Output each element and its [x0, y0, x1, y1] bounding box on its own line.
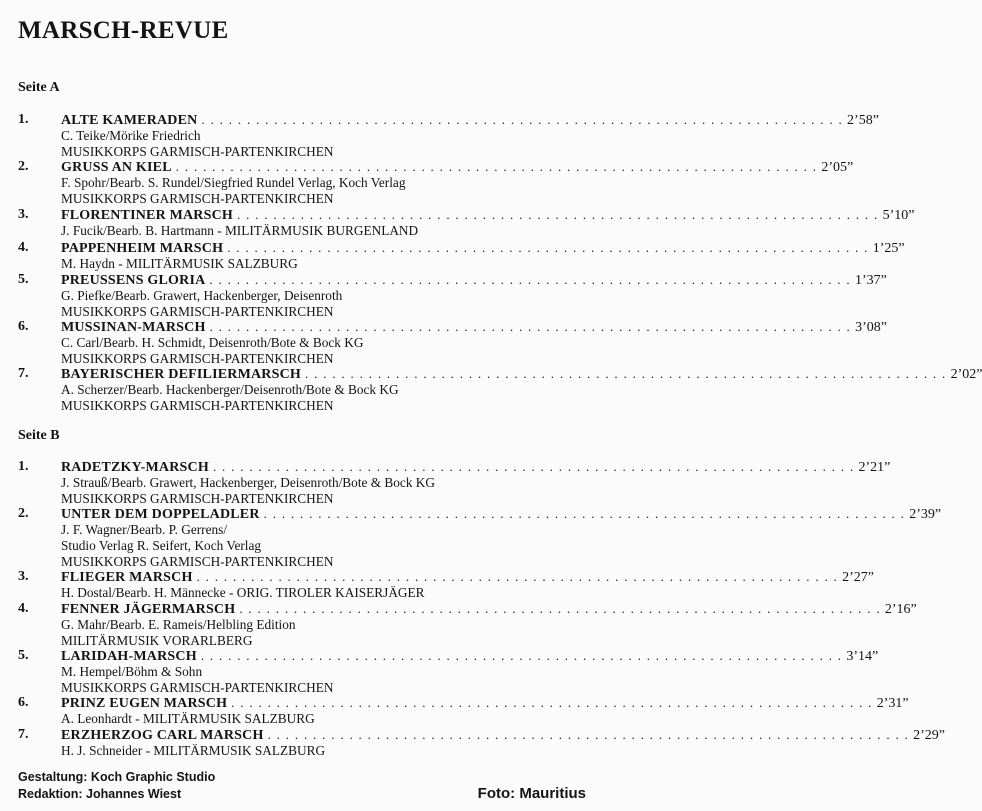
track-header — [61, 695, 909, 712]
track-credit-line: MUSIKKORPS GARMISCH-PARTENKIRCHEN — [61, 491, 334, 506]
page-title: MARSCH-REVUE — [18, 17, 229, 44]
track-title: FLORENTINER MARSCH — [61, 208, 234, 223]
track-duration: 2’05” — [821, 160, 854, 175]
dot-leader: . . . . . . . . . . . . . . . . . . . . . . . . . . . . . . . . . . . . . . . . . . . . . . . . . . . . . . . . . . . . . . . . . . . . . . . — [231, 695, 873, 710]
track-duration: 1’25” — [872, 241, 905, 256]
track-credit-line: MUSIKKORPS GARMISCH-PARTENKIRCHEN — [61, 191, 334, 206]
side-b-heading: Seite B — [18, 428, 60, 443]
track-duration: 5’10” — [882, 208, 915, 223]
photo-credit: Foto: Mauritius — [477, 785, 586, 802]
track-credit-line: M. Haydn - MILITÄRMUSIK SALZBURG — [61, 256, 298, 271]
track-credit-line: G. Mahr/Bearb. E. Rameis/Helbling Edition — [61, 617, 296, 632]
track-duration: 3’14” — [846, 649, 879, 664]
dot-leader: . . . . . . . . . . . . . . . . . . . . . . . . . . . . . . . . . . . . . . . . . . . . . . . . . . . . . . . . . . . . . . . . . . . . . . . — [267, 727, 910, 742]
track-title: UNTER DEM DOPPELADLER — [61, 507, 260, 522]
track-credit-line: J. Strauß/Bearb. Grawert, Hackenberger, Deisenroth/Bote & Bock KG — [61, 475, 436, 490]
track-title: ALTE KAMERADEN — [61, 113, 198, 128]
track-credit-line: MUSIKKORPS GARMISCH-PARTENKIRCHEN — [61, 351, 334, 366]
dot-leader: . . . . . . . . . . . . . . . . . . . . . . . . . . . . . . . . . . . . . . . . . . . . . . . . . . . . . . . . . . . . . . . . . . . . . . . — [201, 112, 844, 127]
track-header — [61, 272, 887, 289]
track-title: GRUSS AN KIEL — [61, 160, 172, 175]
track-credit-line: J. Fucik/Bearb. B. Hartmann - MILITÄRMUSIK BURGENLAND — [61, 223, 419, 238]
editor-credit: Redaktion: Johannes Wiest — [18, 787, 182, 801]
track-credit-line: H. Dostal/Bearb. H. Männecke - ORIG. TIROLER KAISERJÄGER — [61, 585, 425, 600]
track-title: ERZHERZOG CARL MARSCH — [61, 728, 264, 743]
track-number: 5. — [18, 272, 29, 287]
track-header — [61, 112, 879, 129]
track-header — [61, 569, 874, 586]
track-duration: 2’29” — [913, 728, 946, 743]
track-credit-line: J. F. Wagner/Bearb. P. Gerrens/ — [61, 522, 228, 537]
track-duration: 2’39” — [909, 507, 942, 522]
track-credit-line: F. Spohr/Bearb. S. Rundel/Siegfried Rundel Verlag, Koch Verlag — [61, 175, 406, 190]
track-number: 2. — [18, 159, 29, 174]
dot-leader: . . . . . . . . . . . . . . . . . . . . . . . . . . . . . . . . . . . . . . . . . . . . . . . . . . . . . . . . . . . . . . . . . . . . . . . — [209, 319, 852, 334]
track-number: 1. — [18, 459, 29, 474]
track-title: PREUSSENS GLORIA — [61, 273, 206, 288]
design-credit: Gestaltung: Koch Graphic Studio — [18, 770, 216, 784]
dot-leader: . . . . . . . . . . . . . . . . . . . . . . . . . . . . . . . . . . . . . . . . . . . . . . . . . . . . . . . . . . . . . . . . . . . . . . . — [239, 601, 881, 616]
track-credit-line: MUSIKKORPS GARMISCH-PARTENKIRCHEN — [61, 680, 334, 695]
track-header — [61, 207, 915, 224]
track-title: PRINZ EUGEN MARSCH — [61, 696, 228, 711]
track-credit-line: MUSIKKORPS GARMISCH-PARTENKIRCHEN — [61, 304, 334, 319]
track-duration: 3’08” — [855, 320, 888, 335]
track-credit-line: C. Carl/Bearb. H. Schmidt, Deisenroth/Bote & Bock KG — [61, 335, 364, 350]
dot-leader: . . . . . . . . . . . . . . . . . . . . . . . . . . . . . . . . . . . . . . . . . . . . . . . . . . . . . . . . . . . . . . . . . . . . . . . — [237, 207, 879, 222]
track-duration: 2’31” — [876, 696, 909, 711]
track-credit-line: Studio Verlag R. Seifert, Koch Verlag — [61, 538, 262, 553]
track-header — [61, 159, 854, 176]
dot-leader: . . . . . . . . . . . . . . . . . . . . . . . . . . . . . . . . . . . . . . . . . . . . . . . . . . . . . . . . . . . . . . . . . . . . . . . — [196, 569, 839, 584]
track-header — [61, 648, 879, 665]
track-header — [61, 240, 905, 257]
track-number: 1. — [18, 112, 29, 127]
track-duration: 2’58” — [847, 113, 879, 128]
track-duration: 1’37” — [854, 273, 887, 288]
track-number: 4. — [18, 240, 29, 255]
track-credit-line: A. Scherzer/Bearb. Hackenberger/Deisenroth/Bote & Bock KG — [61, 382, 399, 397]
track-duration: 2’21” — [858, 460, 891, 475]
track-duration: 2’27” — [842, 570, 874, 585]
side-a-heading: Seite A — [18, 80, 60, 95]
track-title: MUSSINAN-MARSCH — [61, 320, 206, 335]
track-header — [61, 366, 982, 383]
track-credit-line: MUSIKKORPS GARMISCH-PARTENKIRCHEN — [61, 554, 334, 569]
track-header — [61, 319, 888, 336]
dot-leader: . . . . . . . . . . . . . . . . . . . . . . . . . . . . . . . . . . . . . . . . . . . . . . . . . . . . . . . . . . . . . . . . . . . . . . . — [209, 272, 851, 287]
track-duration: 2’16” — [884, 602, 917, 617]
track-number: 7. — [18, 366, 29, 381]
track-credit-line: MUSIKKORPS GARMISCH-PARTENKIRCHEN — [61, 144, 334, 159]
track-credit-line: A. Leonhardt - MILITÄRMUSIK SALZBURG — [61, 711, 315, 726]
dot-leader: . . . . . . . . . . . . . . . . . . . . . . . . . . . . . . . . . . . . . . . . . . . . . . . . . . . . . . . . . . . . . . . . . . . . . . . — [175, 159, 818, 174]
track-header — [61, 459, 891, 476]
track-header — [61, 506, 942, 523]
track-number: 5. — [18, 648, 29, 663]
track-duration: 2’02” — [950, 367, 982, 382]
track-credit-line: MILITÄRMUSIK VORARLBERG — [61, 633, 253, 648]
track-number: 3. — [18, 569, 29, 584]
track-title: RADETZKY-MARSCH — [61, 460, 209, 475]
track-credit-line: H. J. Schneider - MILITÄRMUSIK SALZBURG — [61, 743, 326, 758]
track-credit-line: MUSIKKORPS GARMISCH-PARTENKIRCHEN — [61, 398, 334, 413]
track-title: FENNER JÄGERMARSCH — [61, 602, 236, 617]
track-title: FLIEGER MARSCH — [61, 570, 193, 585]
track-number: 6. — [18, 695, 29, 710]
track-title: LARIDAH-MARSCH — [61, 649, 197, 664]
track-credit-line: M. Hempel/Böhm & Sohn — [61, 664, 203, 679]
track-number: 2. — [18, 506, 29, 521]
track-number: 3. — [18, 207, 29, 222]
track-number: 4. — [18, 601, 29, 616]
dot-leader: . . . . . . . . . . . . . . . . . . . . . . . . . . . . . . . . . . . . . . . . . . . . . . . . . . . . . . . . . . . . . . . . . . . . . . . — [227, 240, 869, 255]
track-number: 7. — [18, 727, 29, 742]
dot-leader: . . . . . . . . . . . . . . . . . . . . . . . . . . . . . . . . . . . . . . . . . . . . . . . . . . . . . . . . . . . . . . . . . . . . . . . — [200, 648, 843, 663]
track-header — [61, 727, 946, 744]
track-title: BAYERISCHER DEFILIERMARSCH — [61, 367, 302, 382]
dot-leader: . . . . . . . . . . . . . . . . . . . . . . . . . . . . . . . . . . . . . . . . . . . . . . . . . . . . . . . . . . . . . . . . . . . . . . . — [212, 459, 855, 474]
track-number: 6. — [18, 319, 29, 334]
dot-leader: . . . . . . . . . . . . . . . . . . . . . . . . . . . . . . . . . . . . . . . . . . . . . . . . . . . . . . . . . . . . . . . . . . . . . . . — [305, 366, 947, 381]
dot-leader: . . . . . . . . . . . . . . . . . . . . . . . . . . . . . . . . . . . . . . . . . . . . . . . . . . . . . . . . . . . . . . . . . . . . . . . — [263, 506, 906, 521]
track-credit-line: C. Teike/Mörike Friedrich — [61, 128, 201, 143]
track-credit-line: G. Piefke/Bearb. Grawert, Hackenberger, Deisenroth — [61, 288, 343, 303]
track-title: PAPPENHEIM MARSCH — [61, 241, 224, 256]
track-header — [61, 601, 917, 618]
